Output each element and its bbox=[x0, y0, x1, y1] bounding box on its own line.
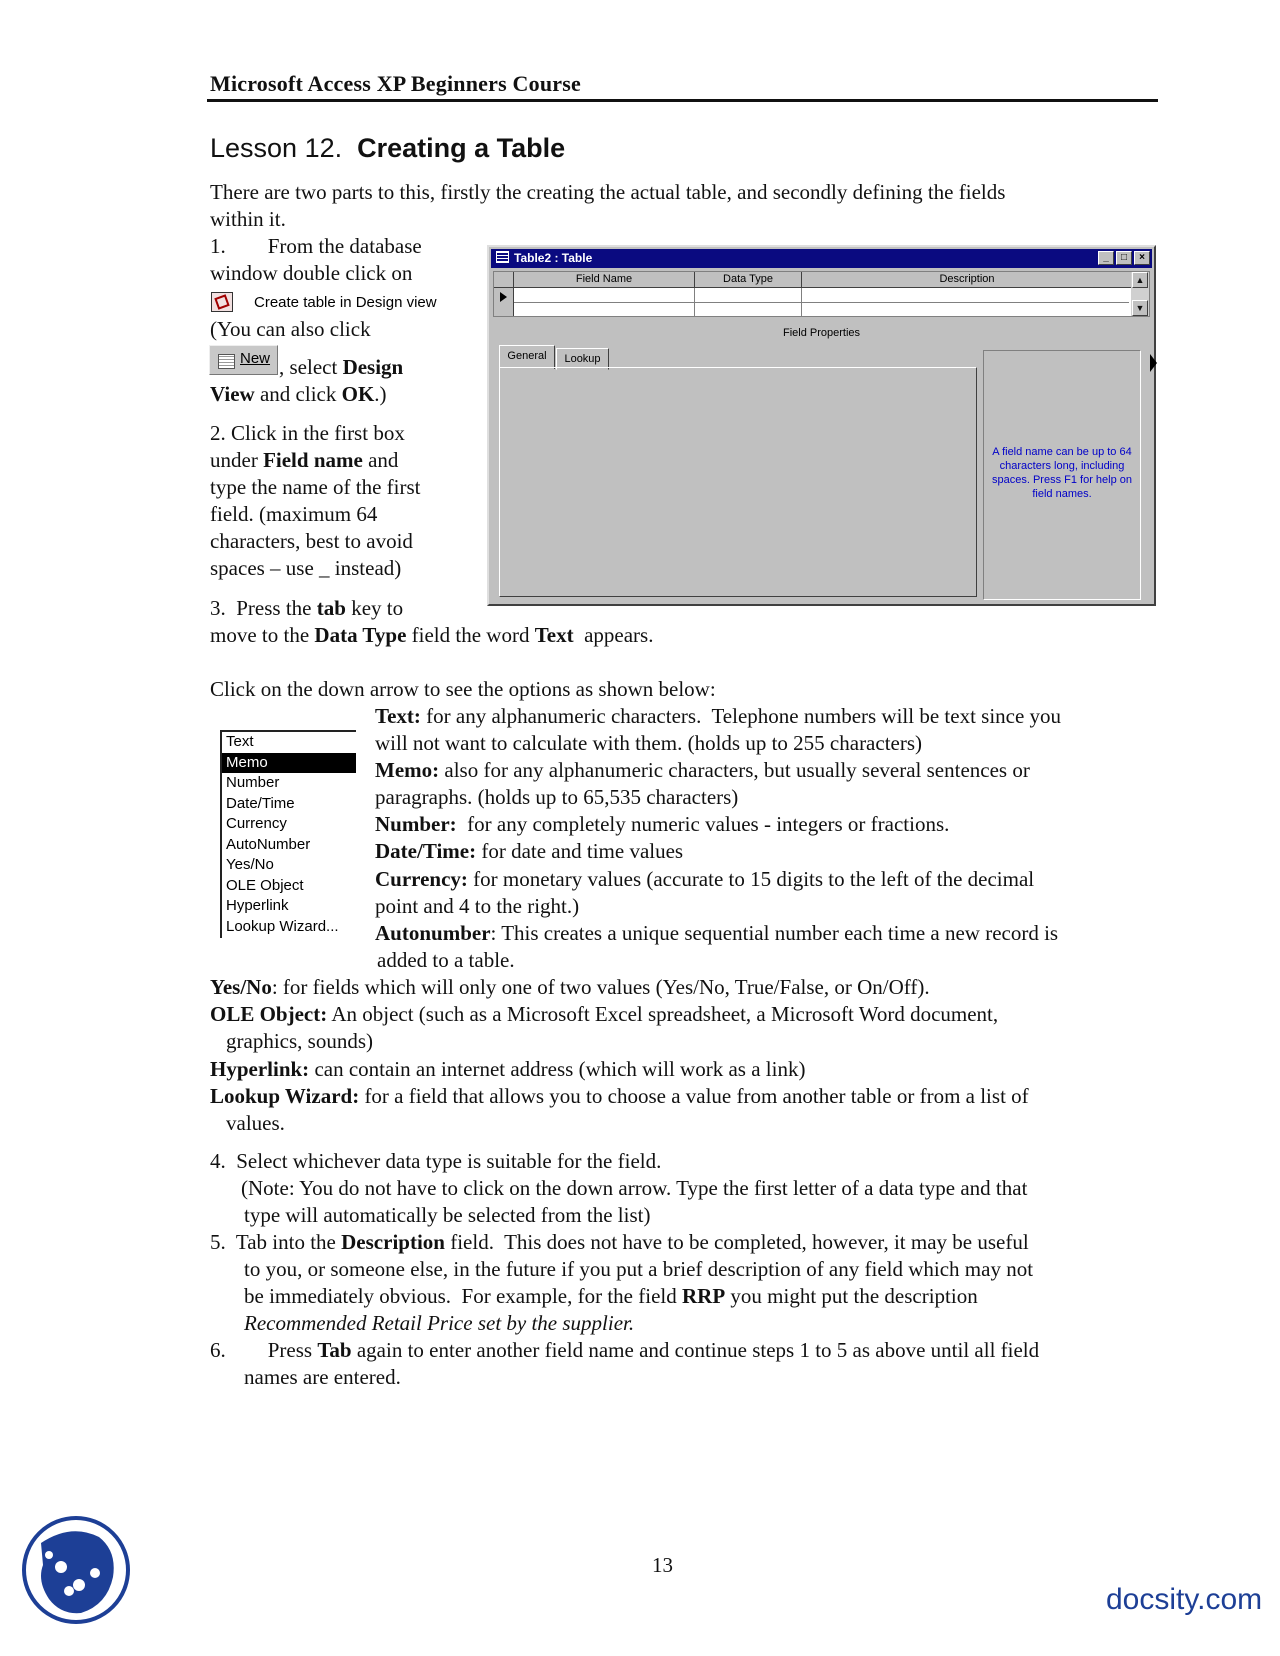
step2-line-3: type the name of the first bbox=[210, 475, 421, 499]
new-button-label: New bbox=[240, 350, 271, 367]
dropdown-intro: Click on the down arrow to see the options as shown below: bbox=[210, 677, 716, 701]
close-icon[interactable]: × bbox=[1134, 251, 1150, 265]
intro-line-2: within it. bbox=[210, 207, 286, 231]
window-title: Table2 : Table bbox=[514, 251, 593, 265]
header-rule bbox=[207, 99, 1158, 102]
dropdown-option[interactable]: Yes/No bbox=[226, 856, 274, 873]
lesson-number: Lesson 12. bbox=[210, 133, 343, 163]
step4-line-2: (Note: You do not have to click on the down arrow. Type the first letter of a data type and that bbox=[241, 1176, 1028, 1200]
new-button-image bbox=[209, 345, 278, 375]
description-cell[interactable] bbox=[802, 288, 1131, 302]
step1-line-4: , select Design bbox=[279, 355, 404, 379]
type-ole-line-1: OLE Object: An object (such as a Microsoft Excel spreadsheet, a Microsoft Word document, bbox=[210, 1002, 999, 1026]
docsity-logo-icon bbox=[21, 1515, 131, 1625]
grid-corner bbox=[494, 272, 514, 288]
step6-line-1: 6. Press Tab again to enter another field name and continue steps 1 to 5 as above until all field bbox=[210, 1338, 1040, 1362]
step1-line-3: (You can also click bbox=[210, 317, 371, 341]
step3-line-1: 3. Press the tab key to bbox=[210, 596, 404, 620]
grid-scrollbar[interactable] bbox=[1131, 272, 1149, 316]
type-autonumber-line-2: added to a table. bbox=[377, 948, 515, 972]
tab-general[interactable]: General bbox=[499, 345, 555, 369]
new-table-icon bbox=[218, 354, 235, 369]
step2-line-2: under Field name and bbox=[210, 448, 399, 472]
dropdown-option[interactable]: AutoNumber bbox=[226, 835, 311, 853]
data-type-dropdown bbox=[220, 730, 356, 938]
row-selector[interactable] bbox=[494, 288, 514, 316]
step5-line-3: be immediately obvious. For example, for the field RRP you might put the description bbox=[244, 1284, 978, 1308]
table-icon bbox=[496, 251, 509, 263]
step3-line-2: move to the Data Type field the word Text appears. bbox=[210, 623, 654, 647]
data-type-cell[interactable] bbox=[695, 288, 801, 302]
intro-line-1: There are two parts to this, firstly the creating the actual table, and secondly defining the fields bbox=[210, 180, 1006, 204]
dropdown-option[interactable]: Currency bbox=[226, 815, 287, 832]
type-hyperlink-line: Hyperlink: can contain an internet address (which will work as a link) bbox=[210, 1057, 806, 1081]
step1-line-5: View and click OK.) bbox=[210, 382, 387, 406]
type-currency-line-2: point and 4 to the right.) bbox=[375, 894, 580, 918]
type-memo-line-1: Memo: also for any alphanumeric characters, but usually several sentences or bbox=[375, 758, 1030, 782]
course-header: Microsoft Access XP Beginners Course bbox=[210, 71, 581, 96]
dropdown-option[interactable]: Hyperlink bbox=[226, 897, 289, 914]
dropdown-option-selected[interactable]: Memo bbox=[222, 753, 356, 774]
dropdown-option[interactable]: Text bbox=[226, 733, 254, 750]
type-autonumber-line-1: Autonumber: This creates a unique sequential number each time a new record is bbox=[375, 921, 1059, 945]
dropdown-option[interactable]: Lookup Wizard... bbox=[226, 917, 339, 935]
step5-line-1: 5. Tab into the Description field. This does not have to be completed, however, it may be useful bbox=[210, 1230, 1029, 1254]
step1-line-1: 1. From the database bbox=[210, 234, 422, 258]
general-properties-panel bbox=[499, 367, 977, 597]
column-header-data-type: Data Type bbox=[695, 272, 802, 288]
scroll-up-icon[interactable]: ▲ bbox=[1132, 272, 1148, 288]
minimize-icon[interactable]: _ bbox=[1098, 251, 1114, 265]
create-table-design-view-item: Create table in Design view bbox=[254, 294, 437, 311]
step6-line-2: names are entered. bbox=[244, 1365, 401, 1389]
type-currency-line-1: Currency: for monetary values (accurate to 15 digits to the left of the decimal bbox=[375, 867, 1035, 891]
step4-line-1: 4. Select whichever data type is suitable for the field. bbox=[210, 1149, 662, 1173]
type-ole-line-2: graphics, sounds) bbox=[226, 1029, 373, 1053]
field-name-cell[interactable] bbox=[515, 288, 694, 302]
scroll-down-icon[interactable]: ▼ bbox=[1132, 300, 1148, 316]
type-memo-line-2: paragraphs. (holds up to 65,535 characters) bbox=[375, 785, 739, 809]
row-divider bbox=[514, 302, 1129, 303]
table-design-icon bbox=[211, 292, 233, 312]
type-text-line-1: Text: for any alphanumeric characters. Telephone numbers will be text since you bbox=[375, 704, 1062, 728]
type-text-line-2: will not want to calculate with them. (holds up to 255 characters) bbox=[375, 731, 923, 755]
step5-line-4: Recommended Retail Price set by the supplier. bbox=[244, 1311, 635, 1335]
access-table-window bbox=[487, 245, 1156, 606]
maximize-icon[interactable]: □ bbox=[1116, 251, 1132, 265]
dropdown-option[interactable]: OLE Object bbox=[226, 876, 304, 894]
current-row-icon bbox=[500, 292, 507, 302]
step2-line-4: field. (maximum 64 bbox=[210, 502, 378, 526]
type-datetime-line: Date/Time: for date and time values bbox=[375, 839, 684, 863]
field-properties-label: Field Properties bbox=[782, 327, 861, 339]
lesson-heading bbox=[210, 133, 565, 164]
window-title-bar bbox=[491, 249, 1152, 268]
tab-lookup[interactable]: Lookup bbox=[556, 348, 609, 370]
field-grid bbox=[493, 271, 1150, 317]
dropdown-option[interactable]: Date/Time bbox=[226, 794, 295, 812]
page-number: 13 bbox=[652, 1553, 673, 1577]
step2-line-6: spaces – use _ instead) bbox=[210, 556, 402, 580]
type-lookup-line-2: values. bbox=[226, 1111, 285, 1135]
field-help-text: A field name can be up to 64 characters long, including spaces. Press F1 for help on field names. bbox=[983, 350, 1141, 600]
lesson-title: Creating a Table bbox=[357, 133, 566, 163]
docsity-brand[interactable]: docsity.com bbox=[1106, 1583, 1263, 1616]
type-lookup-line-1: Lookup Wizard: for a field that allows you to choose a value from another table or from a list of bbox=[210, 1084, 1029, 1108]
step5-line-2: to you, or someone else, in the future if you put a brief description of any field which may not bbox=[244, 1257, 1034, 1281]
step4-line-3: type will automatically be selected from the list) bbox=[244, 1203, 651, 1227]
step1-line-2: window double click on bbox=[210, 261, 413, 285]
type-yesno-line: Yes/No: for fields which will only one of two values (Yes/No, True/False, or On/Off). bbox=[210, 975, 930, 999]
column-header-field-name: Field Name bbox=[514, 272, 695, 288]
mouse-cursor-icon bbox=[1150, 354, 1157, 372]
type-number-line: Number: for any completely numeric values - integers or fractions. bbox=[375, 812, 950, 836]
step2-line-5: characters, best to avoid bbox=[210, 529, 413, 553]
column-header-description: Description bbox=[802, 272, 1133, 288]
step2-line-1: 2. Click in the first box bbox=[210, 421, 405, 445]
dropdown-option[interactable]: Number bbox=[226, 774, 280, 791]
